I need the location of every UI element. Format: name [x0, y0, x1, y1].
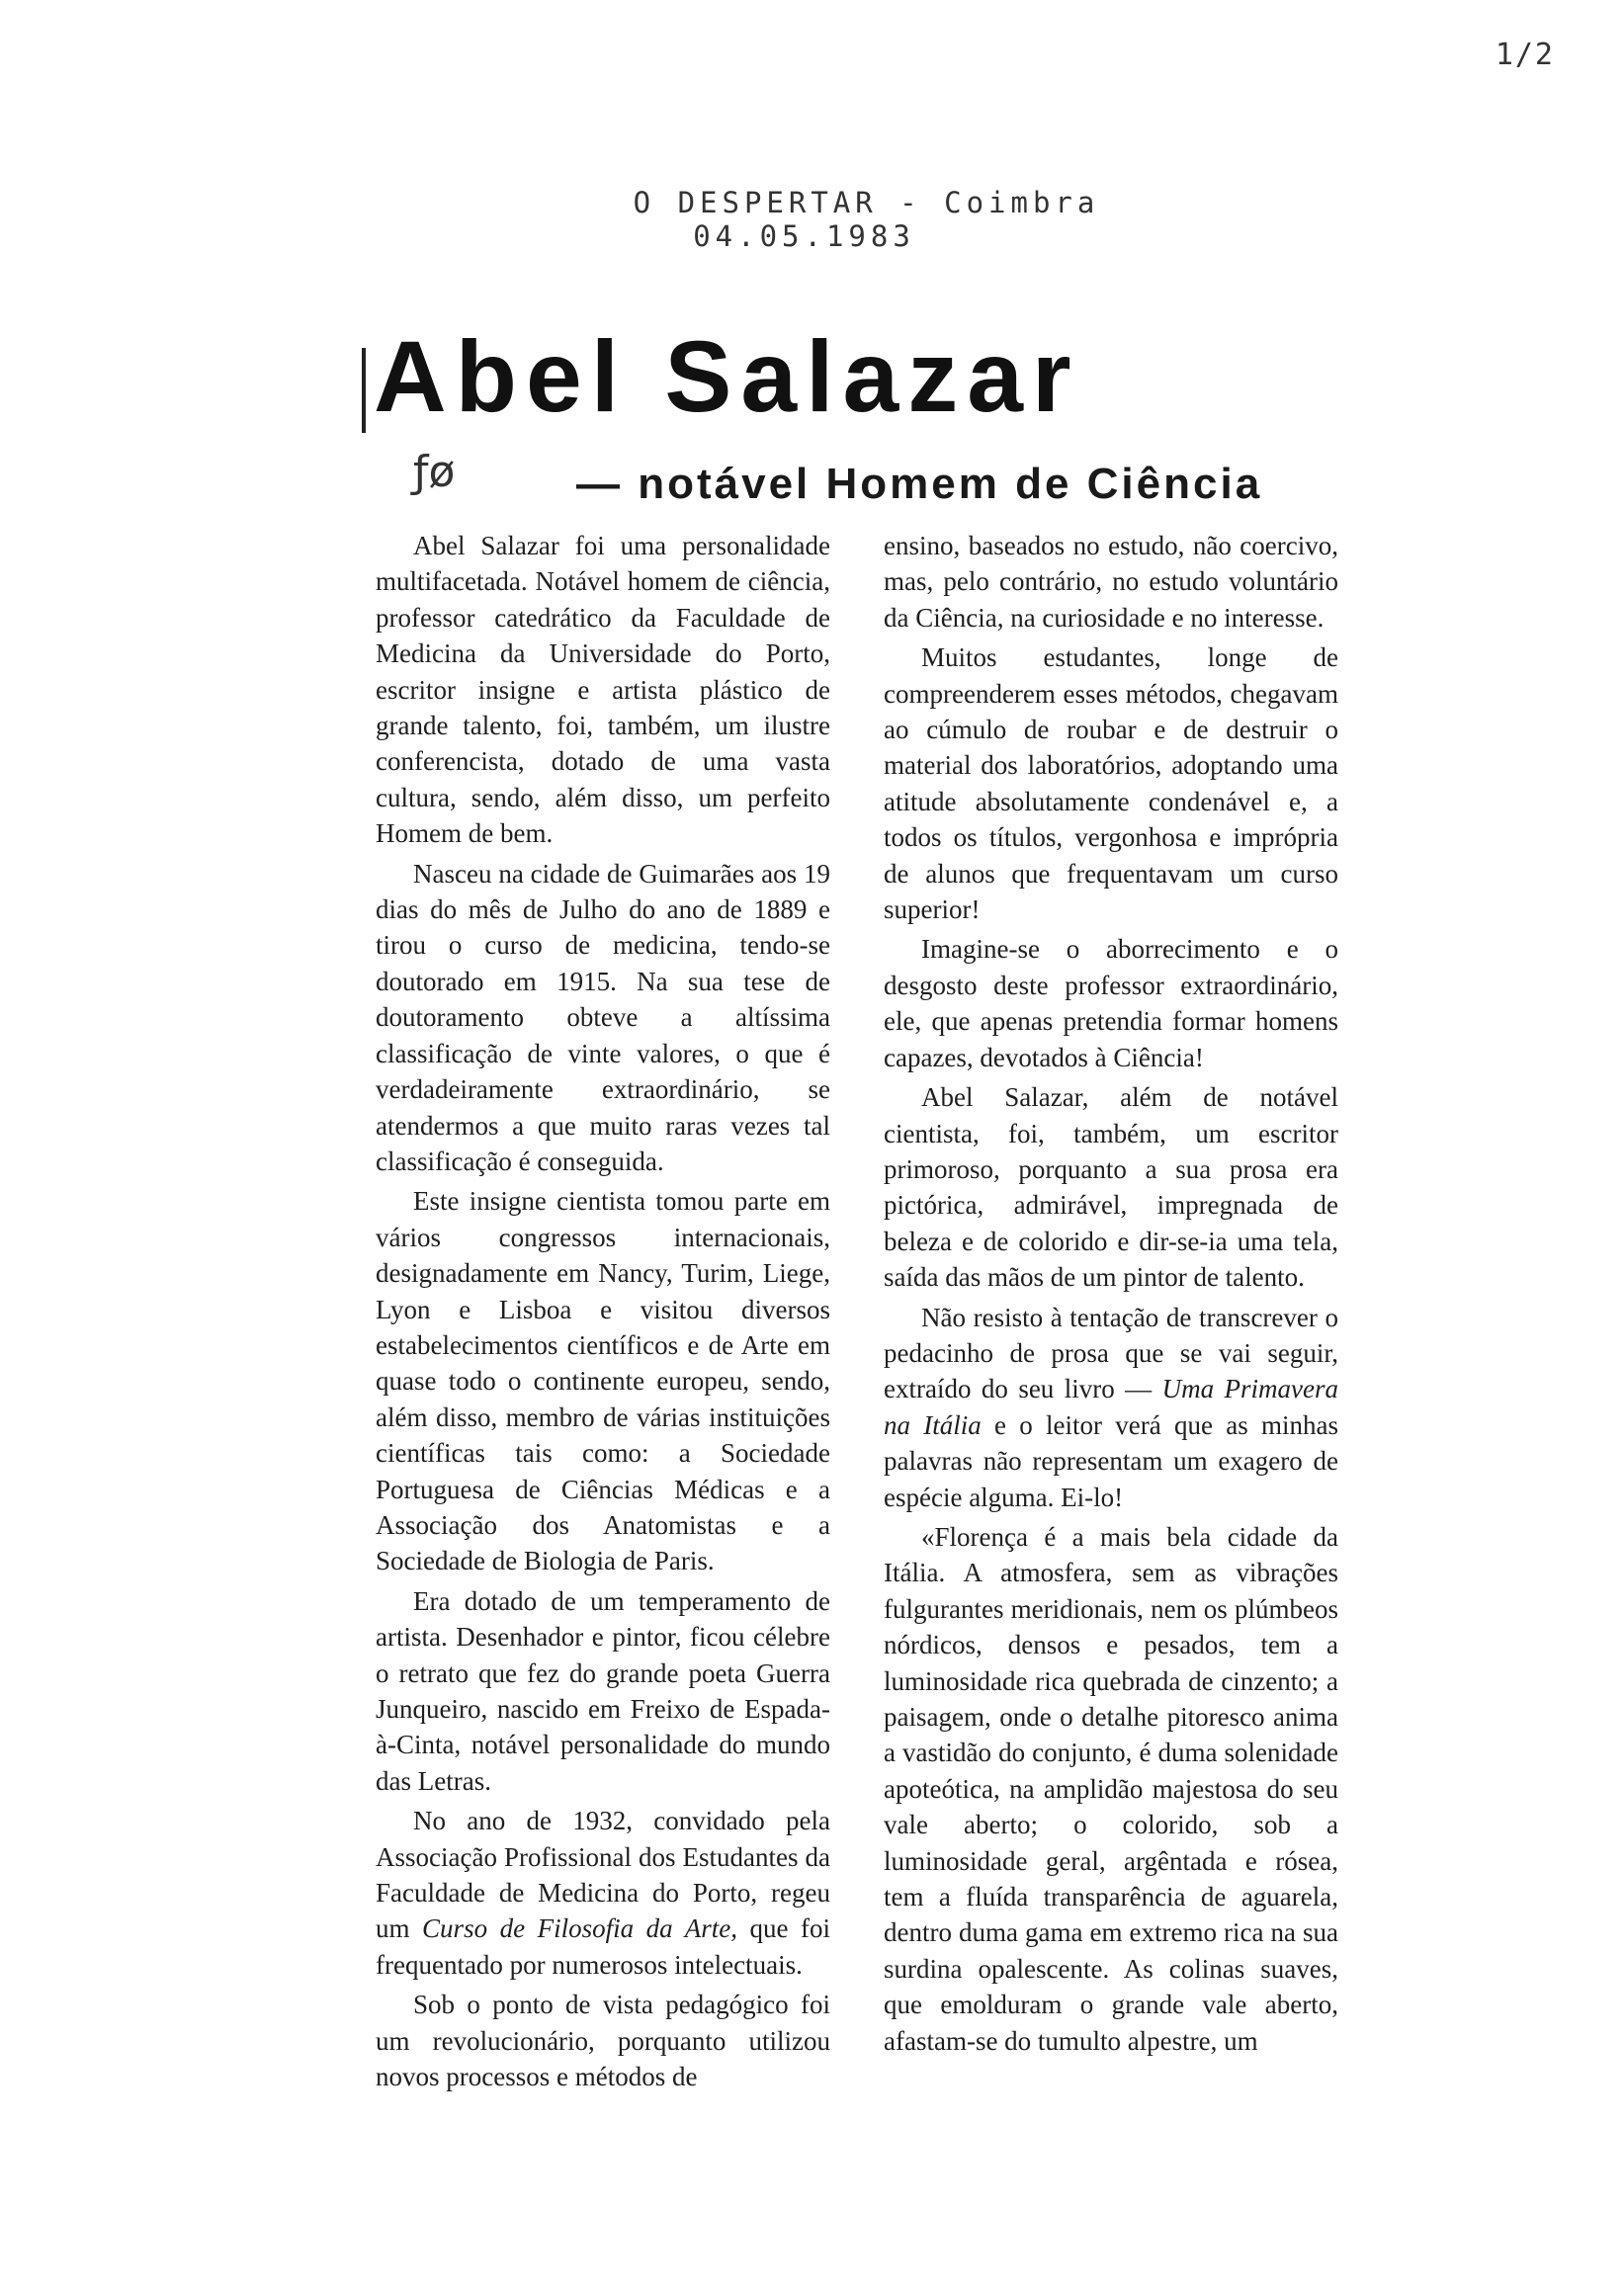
handwritten-mark: ƒø: [413, 447, 456, 497]
page-number: 1/2: [1495, 38, 1555, 72]
paragraph: [376, 1803, 830, 1983]
text-run: e o leitor verá que as minhas palavras não representam um exagero de espécie alguma. Ei-lo!: [884, 1409, 1338, 1512]
article-title: Abel Salazar: [374, 320, 1080, 433]
text-run: Não resisto à tentação de transcrever o pedacinho de prosa que se vai seguir, extraído do seu livro —: [884, 1302, 1338, 1404]
text-run: No ano de 1932, convidado pela Associação Profissional dos Estudantes da Faculdade de Medicina do Porto, regeu um: [376, 1806, 830, 1944]
paragraph: Este insigne cientista tomou parte em vários congressos internacionais, designadamente em Nancy, Turim, Liege, Lyon e Lisboa e visitou diversos estabelecimentos científicos e de Arte em quase todo o continente europeu, sendo, além disso, membro de várias instituições científicas tais como: a Sociedade Portuguesa de Ciências Médicas e a Associação dos Anatomistas e a Sociedade de Biologia de Paris.: [376, 1186, 830, 1576]
paragraph-continued: ensino, baseados no estudo, não coercivo, mas, pelo contrário, no estudo voluntário da Ciência, na curiosidade e no interesse.: [884, 531, 1338, 633]
left-column: [376, 528, 830, 2098]
right-column: [884, 528, 1338, 2063]
paragraph: [884, 1300, 1338, 1515]
paragraph: Abel Salazar, além de notável cientista, foi, também, um escritor primoroso, porquanto a sua prosa era pictórica, admirável, impregnada de beleza e de colorido e dir-se-ia uma tela, saída das mãos de um pintor de talento.: [884, 1082, 1338, 1293]
text-run: que foi frequentado por numerosos intelectuais.: [376, 1913, 830, 1980]
title-margin-mark: [362, 348, 366, 433]
paragraph: Imagine-se o aborrecimento e o desgosto deste professor extraordinário, ele, que apenas pretendia formar homens capazes, devotados à Ciência!: [884, 934, 1338, 1072]
book-title-italic: Uma Primavera na Itália: [884, 1374, 1338, 1440]
publication-date: 04.05.1983: [693, 219, 915, 253]
paragraph: Muitos estudantes, longe de compreenderem esses métodos, chegavam ao cúmulo de roubar e de destruir o material dos laboratórios, adoptando uma atitude absolutamente condenável e, a todos os títulos, vergonhosa e imprópria de alunos que frequentavam um curso superior!: [884, 642, 1338, 925]
paragraph: Era dotado de um temperamento de artista. Desenhador e pintor, ficou célebre o retrato que fez do grande poeta Guerra Junqueiro, nascido em Freixo de Espada-à-Cinta, notável personalidade do mundo das Letras.: [376, 1585, 830, 1796]
book-title-italic: Curso de Filosofia da Arte,: [422, 1913, 737, 1944]
paragraph: «Florença é a mais bela cidade da Itália. A atmosfera, sem as vibrações fulgurantes meridionais, nem os plúmbeos nórdicos, densos e pesados, tem a luminosidade rica quebrada de cinzento; a paisagem, onde o detalhe pitoresco anima a vastidão do conjunto, é duma solenidade apoteótica, na amplidão majestosa do seu vale aberto; o colorido, sob a luminosidade geral, argêntada e rósea, tem a fluída transparência de aguarela, dentro duma gama em extremo rica na sua surdina opalescente. As colinas suaves, que emolduram o grande vale aberto, afastam-se do tumulto alpestre, um: [884, 1521, 1338, 2056]
paragraph: Nasceu na cidade de Guimarães aos 19 dias do mês de Julho do ano de 1889 e tirou o curso de medicina, tendo-se doutorado em 1915. Na sua tese de doutoramento obteve a altíssima classificação de vinte valores, o que é verdadeiramente extraordinário, se atendermos a que muito raras vezes tal classificação é conseguida.: [376, 858, 830, 1176]
paragraph: Sob o ponto de vista pedagógico foi um revolucionário, porquanto utilizou novos processos e métodos de: [376, 1990, 830, 2092]
publication-name: O DESPERTAR - Coimbra: [633, 186, 1100, 219]
paragraph: Abel Salazar foi uma personalidade multifacetada. Notável homem de ciência, professor catedrático da Faculdade de Medicina da Universidade do Porto, escritor insigne e artista plástico de grande talento, foi, também, um ilustre conferencista, dotado de uma vasta cultura, sendo, além disso, um perfeito Homem de bem.: [376, 531, 830, 849]
article-subtitle: — notável Homem de Ciência: [576, 460, 1263, 508]
